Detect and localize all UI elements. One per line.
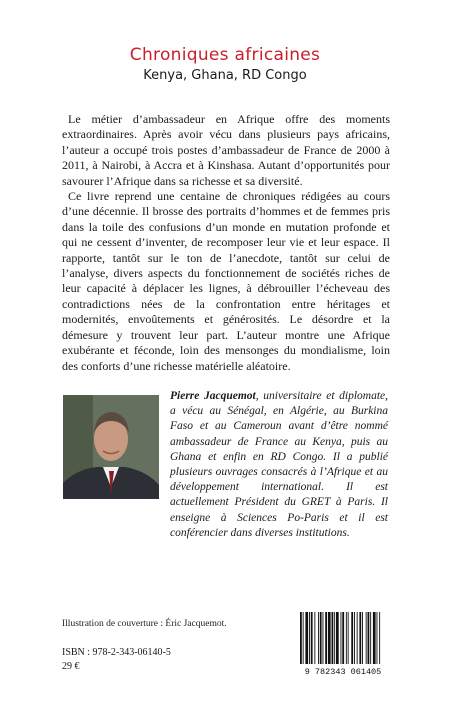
back-cover-summary xyxy=(62,112,390,374)
cover-credits: Illustration de couverture : Éric Jacquemot. xyxy=(62,619,227,629)
author-bio-text: , universitaire et diplomate, a vécu au Sénégal, en Algérie, au Burkina Faso et au Cameroun avant d’être nommé ambassadeur de France au Kenya, puis au Ghana et enfin en RD Congo. Il a publié plusieurs ouvrages consacrés à l’Afrique et au développement international. Il est actuellement Président du GRET à Paris. Il enseigne à Sciences Po-Paris et il est conférencier dans diverses institutions. xyxy=(170,390,388,539)
summary-paragraph-2: Ce livre reprend une centaine de chroniques rédigées au cours d’une décennie. Il brosse des portraits d’hommes et de femmes pris dans la toile des confusions d’un monde en mutation profonde et qui ne cessent d’inventer, de recomposer leur vie et leur espace. Il rapporte, tantôt sur le ton de l’anecdote, tantôt sur celui de l’analyse, divers aspects du fonctionnement de sociétés riches de leur capacité à déplacer les lignes, à débrouiller l’écheveau des contradictions nées de la confrontation entre héritages et modernités, envoûtements et générosités. Le désordre et la démesure y trouvent leur part. L’auteur montre une Afrique exubérante et féconde, loin des mensonges du mondialisme, loin des conforts d’une richesse matérielle aléatoire. xyxy=(62,189,390,373)
summary-paragraph-1: Le métier d’ambassadeur en Afrique offre des moments extraordinaires. Après avoir vécu dans plusieurs pays africains, l’auteur a occupé trois postes d’ambassadeur de France de 2000 à 2011, à Nairobi, à Accra et à Kinshasa. Autant d’opportunités pour savourer l’Afrique dans sa richesse et sa diversité. xyxy=(62,112,390,188)
barcode-icon xyxy=(294,610,392,676)
author-bio xyxy=(170,389,388,541)
author-photo xyxy=(63,395,159,499)
book-title: Chroniques africaines xyxy=(129,45,321,65)
price: 29 € xyxy=(62,661,80,672)
barcode-number: 9 782343 061405 xyxy=(304,667,382,676)
isbn: ISBN : 978-2-343-06140-5 xyxy=(62,647,171,658)
author-portrait-illustration xyxy=(63,395,159,499)
book-subtitle: Kenya, Ghana, RD Congo xyxy=(143,68,307,83)
author-name: Pierre Jacquemot xyxy=(170,390,256,402)
barcode xyxy=(294,610,392,676)
